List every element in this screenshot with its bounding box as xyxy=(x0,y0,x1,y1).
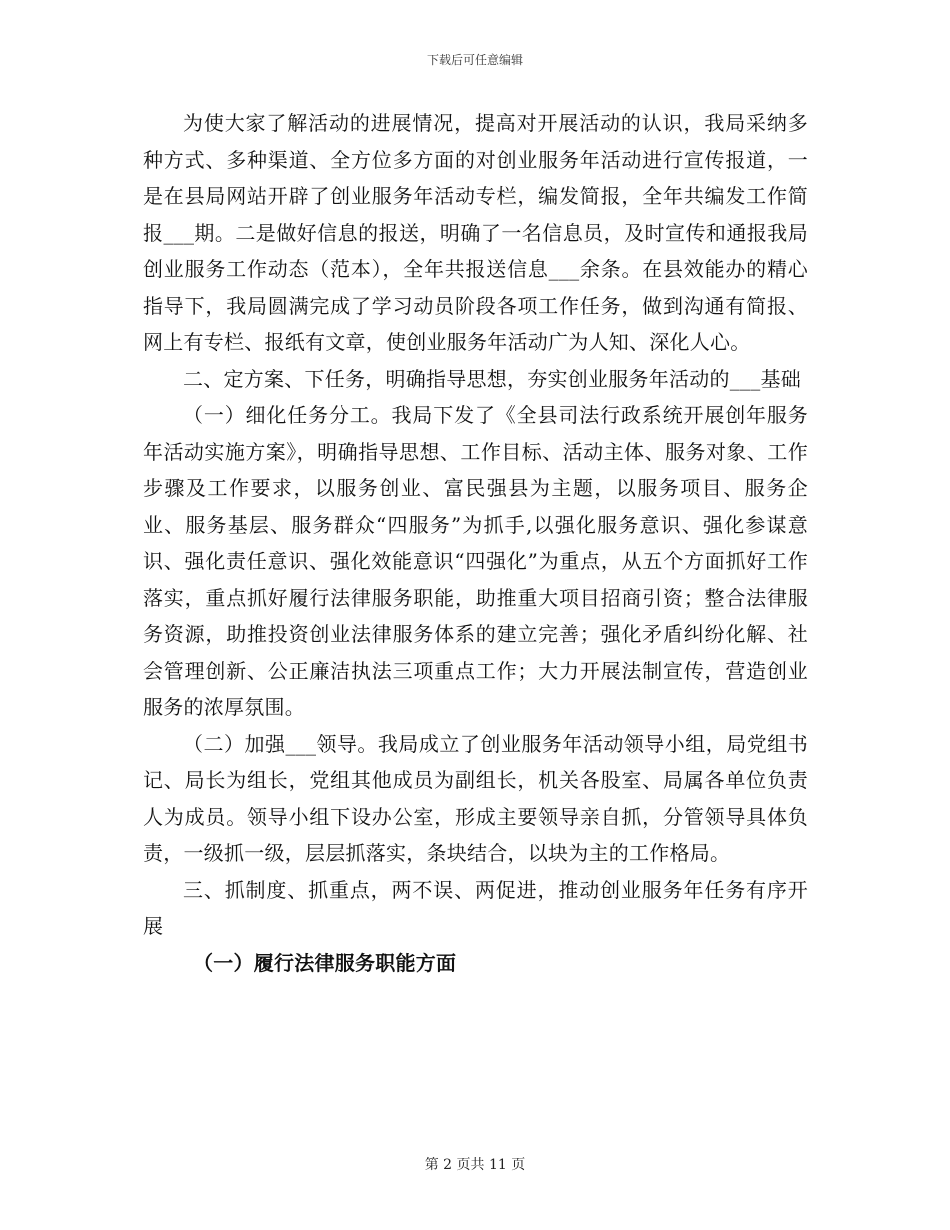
paragraph-leadership: （二）加强___领导。我局成立了创业服务年活动领导小组，局党组书记、局长为组长，党组其他成员为副组长，机关各股室、局属各单位负责人为成员。领导小组下设办公室，形成主要领导亲自抓，分管领导具体负责，一级抓一级，层层抓落实，条块结合，以块为主的工作格局。 xyxy=(143,731,808,865)
page-header: 下载后可任意编辑 xyxy=(426,53,523,67)
paragraph-task-division: （一）细化任务分工。我局下发了《全县司法行政系统开展创年服务年活动实施方案》，明确指导思想、工作目标、活动主体、服务对象、工作步骤及工作要求，以服务创业、富民强县为主题，以服务项目、服务企业、服务基层、服务群众“四服务”为抓手,以强化服务意识、强化参谋意识、强化责任意识、强化效能意识“四强化”为重点，从五个方面抓好工作落实，重点抓好履行法律服务职能，助推重大项目招商引资；整合法律服务资源，助推投资创业法律服务体系的建立完善；强化矛盾纠纷化解、社会管理创新、公正廉洁执法三项重点工作；大力开展法制宣传，营造创业服务的浓厚氛围。 xyxy=(143,403,808,719)
document-body xyxy=(143,105,808,981)
subsection-heading-legal-services: （一）履行法律服务职能方面 xyxy=(193,950,457,975)
paragraph-publicity: 为使大家了解活动的进展情况，提高对开展活动的认识，我局采纳多种方式、多种渠道、全方位多方面的对创业服务年活动进行宣传报道，一是在县局网站开辟了创业服务年活动专栏，编发简报，全年共编发工作简报___期。二是做好信息的报送，明确了一名信息员，及时宣传和通报我局创业服务工作动态（范本），全年共报送信息___余条。在县效能办的精心指导下，我局圆满完成了学习动员阶段各项工作任务，做到沟通有简报、网上有专栏、报纸有文章，使创业服务年活动广为人知、深化人心。 xyxy=(143,111,808,354)
section-heading-three: 三、抓制度、抓重点，两不误、两促进，推动创业服务年任务有序开展 xyxy=(143,877,808,938)
section-heading-two: 二、定方案、下任务，明确指导思想，夯实创业服务年活动的___基础 xyxy=(183,366,801,391)
page-number-footer: 第 2 页共 11 页 xyxy=(424,1157,526,1173)
